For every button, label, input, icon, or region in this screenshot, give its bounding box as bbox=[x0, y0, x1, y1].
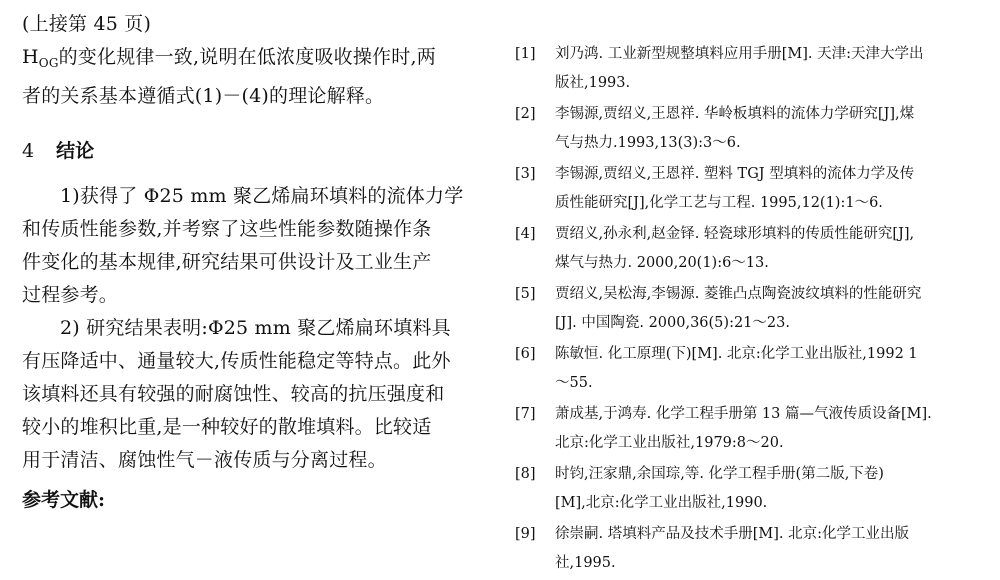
continued-text-line-1 bbox=[22, 41, 482, 80]
left-column bbox=[22, 8, 482, 477]
reference-text-line: 贾绍义,吴松海,李锡源. 菱锥凸点陶瓷波纹填料的性能研究 bbox=[555, 286, 922, 302]
reference-number: [5] bbox=[515, 286, 536, 302]
paragraph-line: 和传质性能参数,并考察了这些性能参数随操作条 bbox=[22, 218, 432, 240]
references-title: 参考文献: bbox=[22, 489, 106, 511]
reference-text-line: ～55. bbox=[555, 375, 593, 391]
paragraph-line: 2) 研究结果表明:Φ25 mm 聚乙烯扁环填料具 bbox=[60, 317, 451, 339]
reference-number: [8] bbox=[515, 466, 536, 482]
hog-subscript: OG bbox=[38, 56, 59, 70]
reference-number: [9] bbox=[515, 526, 536, 542]
reference-item bbox=[515, 280, 985, 338]
reference-text-line: 质性能研究[J],化学工艺与工程. 1995,12(1):1～6. bbox=[555, 195, 883, 211]
reference-text-line: 时钧,汪家鼎,余国琮,等. 化学工程手册(第二版,下卷) bbox=[555, 466, 884, 482]
reference-list bbox=[515, 40, 985, 580]
reference-text-line: 李锡源,贾绍义,王恩祥. 华岭板填料的流体力学研究[J],煤 bbox=[555, 106, 915, 122]
paragraph-line: 用于清洁、腐蚀性气－液传质与分离过程。 bbox=[22, 449, 387, 471]
continued-text-line-2: 者的关系基本遵循式(1)－(4)的理论解释。 bbox=[22, 85, 385, 107]
continued-text-line-1-rest: 的变化规律一致,说明在低浓度吸收操作时,两 bbox=[58, 46, 436, 68]
reference-number: [7] bbox=[515, 406, 536, 422]
reference-number: [4] bbox=[515, 226, 536, 242]
reference-item bbox=[515, 460, 985, 518]
paragraph-line: 较小的堆积比重,是一种较好的散堆填料。比较适 bbox=[22, 416, 432, 438]
reference-text-line: 贾绍义,孙永利,赵金铎. 轻瓷球形填料的传质性能研究[J], bbox=[555, 226, 915, 242]
paragraph-line: 有压降适中、通量较大,传质性能稳定等特点。此外 bbox=[22, 350, 451, 372]
reference-text-line: 气与热力.1993,13(3):3～6. bbox=[555, 135, 741, 151]
page-continuation-note: (上接第 45 页) bbox=[22, 13, 152, 35]
paragraph-line: 件变化的基本规律,研究结果可供设计及工业生产 bbox=[22, 251, 432, 273]
reference-item bbox=[515, 40, 985, 98]
paragraph-line: 过程参考。 bbox=[22, 284, 119, 306]
reference-item bbox=[515, 340, 985, 398]
hog-symbol: H bbox=[22, 46, 39, 68]
reference-number: [2] bbox=[515, 106, 536, 122]
paragraph-line: 该填料还具有较强的耐腐蚀性、较高的抗压强度和 bbox=[22, 383, 445, 405]
reference-item bbox=[515, 520, 985, 578]
reference-item bbox=[515, 160, 985, 218]
reference-text-line: 版社,1993. bbox=[555, 75, 631, 91]
reference-text-line: [M],北京:化学工业出版社,1990. bbox=[555, 495, 768, 511]
reference-text-line: 萧成基,于鸿寿. 化学工程手册第 13 篇—气液传质设备[M]. bbox=[555, 406, 932, 422]
conclusion-paragraph-2 bbox=[22, 312, 482, 477]
reference-number: [6] bbox=[515, 346, 536, 362]
reference-number: [3] bbox=[515, 166, 536, 182]
reference-text-line: 徐崇嗣. 塔填料产品及技术手册[M]. 北京:化学工业出版 bbox=[555, 526, 909, 542]
section-title: 结论 bbox=[56, 140, 95, 162]
reference-text-line: 刘乃鸿. 工业新型规整填料应用手册[M]. 天津:天津大学出 bbox=[555, 46, 924, 62]
reference-text-line: [J]. 中国陶瓷. 2000,36(5):21～23. bbox=[555, 315, 790, 331]
conclusion-paragraph-1 bbox=[22, 180, 482, 312]
reference-text-line: 社,1995. bbox=[555, 555, 616, 571]
reference-item bbox=[515, 220, 985, 278]
reference-text-line: 李锡源,贾绍义,王恩祥. 塑料 TGJ 型填料的流体力学及传 bbox=[555, 166, 915, 182]
paragraph-line: 1)获得了 Φ25 mm 聚乙烯扁环填料的流体力学 bbox=[60, 185, 464, 207]
reference-item bbox=[515, 400, 985, 458]
reference-text-line: 陈敏恒. 化工原理(下)[M]. 北京:化学工业出版社,1992 1 bbox=[555, 346, 918, 362]
section-number: 4 bbox=[22, 140, 35, 162]
reference-item bbox=[515, 100, 985, 158]
section-heading bbox=[22, 135, 482, 168]
reference-text-line: 煤气与热力. 2000,20(1):6～13. bbox=[555, 255, 769, 271]
reference-text-line: 北京:化学工业出版社,1979:8～20. bbox=[555, 435, 784, 451]
reference-number: [1] bbox=[515, 46, 536, 62]
